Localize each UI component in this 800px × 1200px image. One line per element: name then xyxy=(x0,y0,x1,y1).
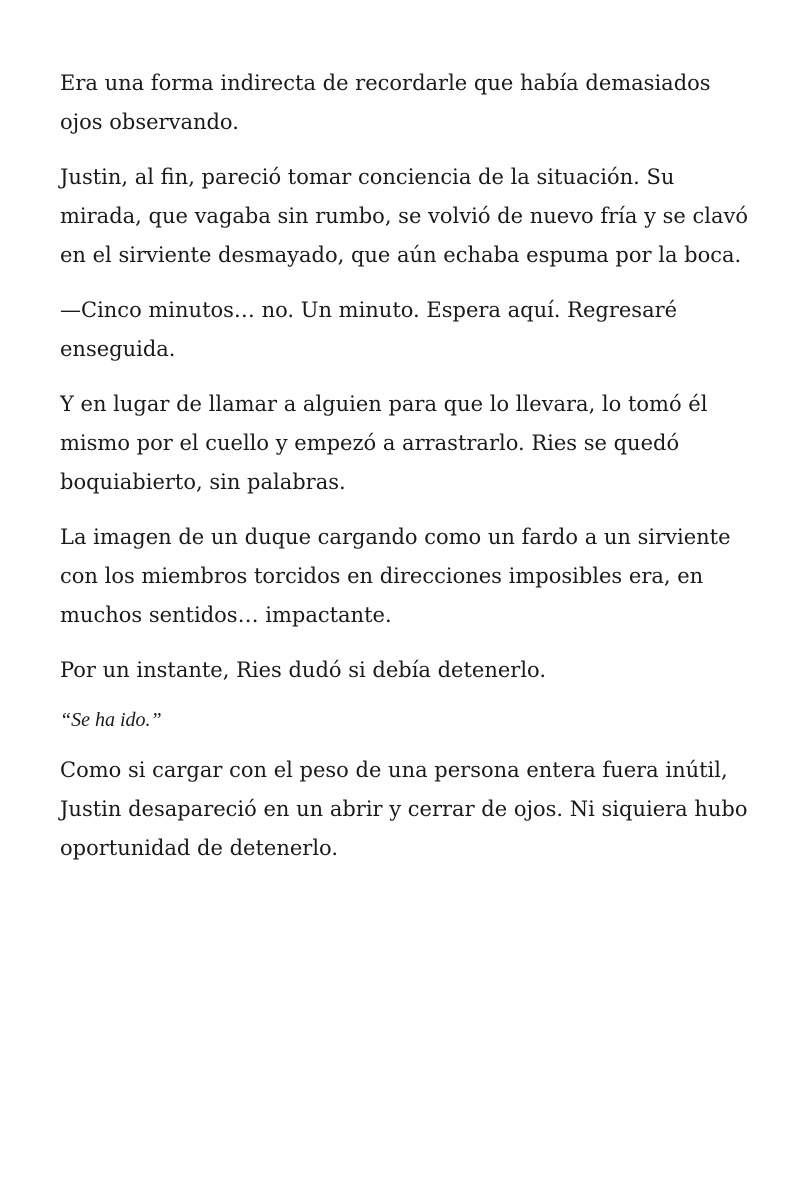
paragraph: Por un instante, Ries dudó si debía detenerlo. xyxy=(60,658,547,682)
paragraph: La imagen de un duque cargando como un fardo a un sirviente con los miembros torcidos en direcciones imposibles era, en muchos sentidos… impactante. xyxy=(60,525,731,627)
paragraph: Como si cargar con el peso de una persona entera fuera inútil, Justin desapareció en un abrir y cerrar de ojos. Ni siquiera hubo oportunidad de detenerlo. xyxy=(60,758,748,860)
book-page-text xyxy=(60,64,750,884)
thought-paragraph: “Se ha ido.” xyxy=(60,709,162,731)
paragraph: Y en lugar de llamar a alguien para que lo llevara, lo tomó él mismo por el cuello y empezó a arrastrarlo. Ries se quedó boquiabierto, sin palabras. xyxy=(60,392,708,494)
paragraph: Justin, al fin, pareció tomar conciencia de la situación. Su mirada, que vagaba sin rumbo, se volvió de nuevo fría y se clavó en el sirviente desmayado, que aún echaba espuma por la boca. xyxy=(60,165,749,267)
paragraph: Era una forma indirecta de recordarle que había demasiados ojos observando. xyxy=(60,71,711,134)
dialogue-paragraph: —Cinco minutos… no. Un minuto. Espera aquí. Regresaré enseguida. xyxy=(60,298,678,361)
